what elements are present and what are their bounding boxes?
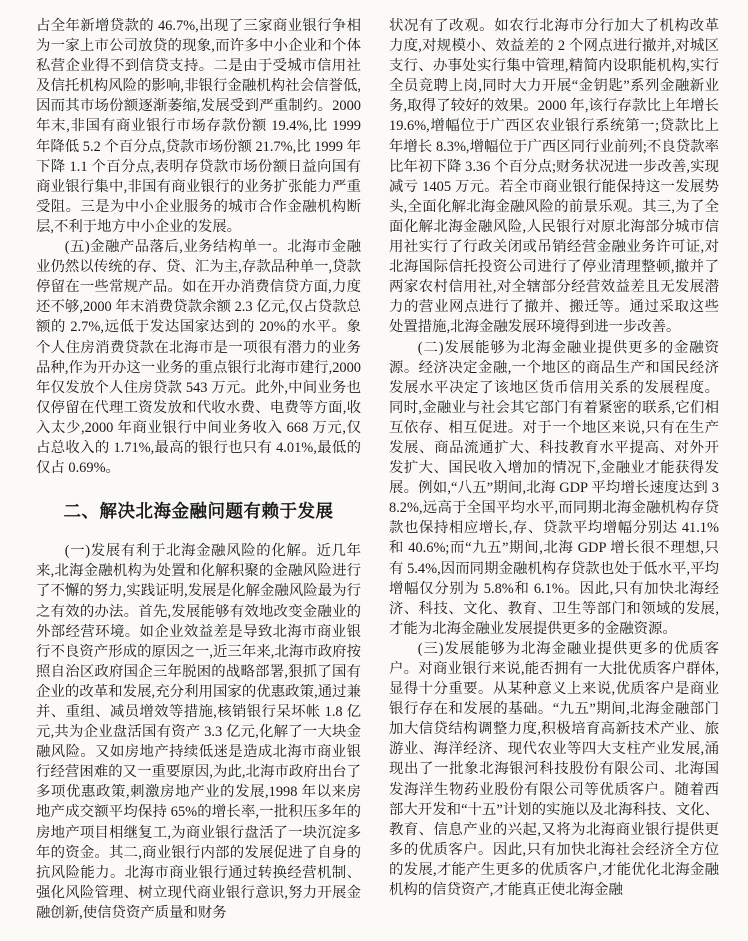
right-column (389, 16, 719, 900)
left-column (36, 16, 361, 923)
paragraph: 状况有了改观。如农行北海市分行加大了机构改革力度,对规模小、效益差的 2 个网点进行撤并,对城区支行、办事处实行集中管理,精简内设职能机构,实行全员竞聘上岗,同时大力开展“金钥匙”系列金融新业务,取得了较好的效果。2000 年,该行存款比上年增长 19.6%,增幅位于广西区农业银行系统第一;贷款比上年增长 8.3%,增幅位于广西区同行业前列;不良贷款率比年初下降 3.36 个百分点;财务状况进一步改善,实现减亏 1405 万元。若全市商业银行能保持这一发展势头,全面化解北海金融风险的前景乐观。其三,为了全面化解北海金融风险,人民银行对原北海部分城市信用社实行了行政关闭或吊销经营金融业务许可证,对北海国际信托投资公司进行了停业清理整顿,撤并了两家农村信用社,对全辖部分经营效益差且无发展潜力的营业网点进行了撤并、搬迁等。通过采取这些处置措施,北海金融发展环境得到进一步改善。 (389, 18, 719, 336)
paragraph: (一)发展有利于北海金融风险的化解。近几年来,北海金融机构为处置和化解积聚的金融风险进行了不懈的努力,实践证明,发展是化解金融风险最为行之有效的办法。首先,发展能够有效地改变金融业的外部经营环境。如企业效益差是导致北海市商业银行不良资产形成的原因之一,近三年来,北海市政府按照自治区政府国企三年脱困的战略部署,狠抓了国有企业的改革和发展,充分利用国家的优惠政策,通过兼并、重组、减员增效等措施,核销银行呆坏帐 1.8 亿元,共为企业盘活国有资产 3.3 亿元,化解了一大块金融风险。又如房地产持续低迷是造成北海市商业银行经营困难的又一重要原因,为此,北海市政府出台了多项优惠政策,刺激房地产业的发展,1998 年以来房地产成交额平均保持 65%的增长率,一批积压多年的房地产项目相继复工,为商业银行盘活了一块沉淀多年的资金。其二,商业银行内部的发展促进了自身的抗风险能力。北海市商业银行通过转换经营机制、强化风险管理、树立现代商业银行意识,努力开展金融创新,使信贷资产质量和财务 (36, 543, 361, 921)
section-heading: 二、解决北海金融问题有赖于发展 (63, 501, 334, 522)
paragraph: (二)发展能够为北海金融业提供更多的金融资源。经济决定金融,一个地区的商品生产和国民经济发展水平决定了该地区货币信用关系的发展程度。同时,金融业与社会其它部门有着紧密的联系,它们相互依存、相互促进。对于一个地区来说,只有在生产发展、商品流通扩大、科技教育水平提高、对外开发扩大、国民收入增加的情况下,金融业才能获得发展。例如,“八五”期间,北海 GDP 平均增长速度达到 38.2%,远高于全国平均水平,而同期北海金融机构存贷款也保持相应增长,存、贷款平均增幅分别达 41.1%和 40.6%;而“九五”期间,北海 GDP 增长很不理想,只有 5.4%,因而同期金融机构存贷款也处于低水平,平均增幅仅分别为 5.8%和 6.1%。因此,只有加快北海经济、科技、文化、教育、卫生等部门和领域的发展,才能为北海金融业发展提供更多的金融资源。 (389, 339, 719, 637)
paragraph: 占全年新增贷款的 46.7%,出现了三家商业银行争相为一家上市公司放贷的现象,而许多中小企业和个体私营企业得不到信贷支持。二是由于受城市信用社及信托机构风险的影响,非银行金融机构社会信誉低,因而其市场份额逐渐萎缩,发展受到严重制约。2000 年末,非国有商业银行市场存款份额 19.4%,比 1999 年降低 5.2 个百分点,贷款市场份额 21.7%,比 1999 年下降 1.1 个百分点,表明存贷款市场份额日益向国有商业银行集中,非国有商业银行的业务扩张能力严重受阻。三是为中小企业服务的城市合作金融机构断层,不利于地方中小企业的发展。 (36, 18, 361, 235)
paragraph: (五)金融产品落后,业务结构单一。北海市金融业仍然以传统的存、贷、汇为主,存款品种单一,贷款停留在一些常规产品。如在开办消费信贷方面,力度还不够,2000 年末消费贷款余额 2.3 亿元,仅占贷款总额的 2.7%,远低于发达国家达到的 20%的水平。象个人住房消费贷款在北海市是一项很有潜力的业务品种,作为开办这一业务的重点银行北海市建行,2000 年仅发放个人住房贷款 543 万元。此外,中间业务也仅停留在代理工资发放和代收水费、电费等方面,收入太少,2000 年商业银行中间业务收入 668 万元,仅占总收入的 1.71%,最高的银行也只有 4.01%,最低的仅占 0.69%。 (36, 239, 361, 477)
paragraph: (三)发展能够为北海金融业提供更多的优质客户。对商业银行来说,能否拥有一大批优质客户群体,显得十分重要。从某种意义上来说,优质客户是商业银行存在和发展的基础。“九五”期间,北海金融部门加大信贷结构调整力度,积极培育高新技术产业、旅游业、海洋经济、现代农业等四大支柱产业发展,涌现出了一批象北海银河科技股份有限公司、北海国发海洋生物药业股份有限公司等优质客户。随着西部大开发和“十五”计划的实施以及北海科技、文化、教育、信息产业的兴起,又将为北海商业银行提供更多的优质客户。因此,只有加快北海社会经济全方位的发展,才能产生更多的优质客户,才能优化北海金融机构的信贷资产,才能真正使北海金融 (389, 640, 719, 899)
